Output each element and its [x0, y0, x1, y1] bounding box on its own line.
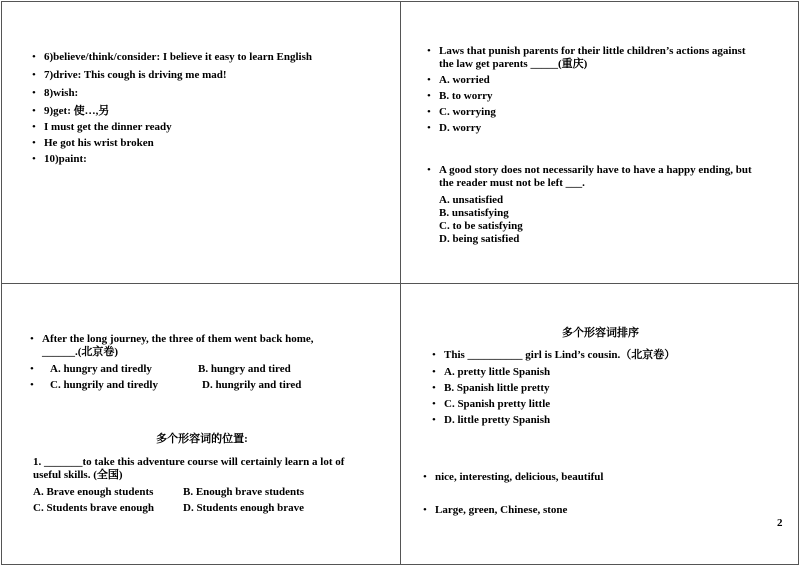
- option-c: C. to be satisfying: [439, 220, 523, 232]
- options-row-2: [30, 379, 390, 392]
- option-b: B. hungry and tired: [198, 363, 291, 375]
- slide-4: [400, 283, 799, 565]
- question-spanish: [432, 349, 787, 427]
- bullet-item: • 6)believe/think/consider: I believe it easy to learn English: [32, 51, 392, 64]
- question-unsatisfied: [427, 164, 792, 246]
- option-b: B. Enough brave students: [183, 486, 305, 498]
- option-d: • D. little pretty Spanish: [432, 414, 787, 427]
- option-c: • C. worrying: [427, 106, 787, 119]
- option-d: D. Students enough brave: [183, 502, 305, 514]
- slide-2: [400, 1, 799, 284]
- options-row-1: [30, 363, 390, 376]
- question-worried: [427, 45, 787, 135]
- bullet-item: • 10)paint:: [32, 153, 392, 166]
- bullet-item: • 8)wish:: [32, 87, 392, 100]
- option-b: B. unsatisfying: [439, 207, 509, 219]
- slide-3: [1, 283, 401, 565]
- example-text: • nice, interesting, delicious, beautiful: [423, 471, 783, 484]
- page-number: 2: [777, 517, 783, 529]
- question-hungry: [30, 333, 390, 392]
- option-c: • C. Spanish pretty little: [432, 398, 787, 411]
- question-stem: 1. _______to take this adventure course will certainly learn a lot of useful skills. (全国): [33, 456, 345, 481]
- section-heading: 多个形容词的位置:: [156, 433, 248, 445]
- question-stem: • After the long journey, the three of them went back home, ______.(北京卷): [30, 333, 390, 359]
- question-stem: • A good story does not necessarily have to have a happy ending, but the reader must not be left ___.: [427, 164, 792, 190]
- option-d: D. hungrily and tired: [202, 379, 302, 391]
- option-a: A. Brave enough students: [33, 486, 154, 498]
- option-c: • C. hungrily and tiredly: [50, 379, 158, 391]
- bullet-item: • He got his wrist broken: [32, 137, 392, 150]
- options-row-1: [33, 486, 393, 499]
- slide-4-heading: 多个形容词排序: [562, 327, 639, 339]
- option-b: • B. to worry: [427, 90, 787, 103]
- bullet-item: • 9)get: 使…,另: [32, 105, 392, 118]
- option-a: • A. hungry and tiredly: [50, 363, 152, 375]
- option-a: • A. pretty little Spanish: [432, 366, 787, 379]
- options-row-2: [33, 502, 393, 515]
- example-2: [423, 504, 783, 517]
- slide-1: [1, 1, 401, 284]
- option-c: C. Students brave enough: [33, 502, 155, 514]
- option-a: A. unsatisfied: [439, 194, 504, 206]
- option-d: • D. worry: [427, 122, 787, 135]
- option-d: D. being satisfied: [439, 233, 520, 245]
- bullet-item: • I must get the dinner ready: [32, 121, 392, 134]
- option-a: • A. worried: [427, 74, 787, 87]
- question-stem: • Laws that punish parents for their little children’s actions against the law get parents _____(重庆): [427, 45, 787, 71]
- example-text: • Large, green, Chinese, stone: [423, 504, 783, 517]
- question-brave: [33, 456, 393, 515]
- example-1: [423, 471, 783, 484]
- bullet-item: • 7)drive: This cough is driving me mad!: [32, 69, 392, 82]
- question-stem: • This __________ girl is Lind’s cousin.（北京卷）: [432, 349, 787, 362]
- option-b: • B. Spanish little pretty: [432, 382, 787, 395]
- slide-1-bullets: [32, 51, 392, 166]
